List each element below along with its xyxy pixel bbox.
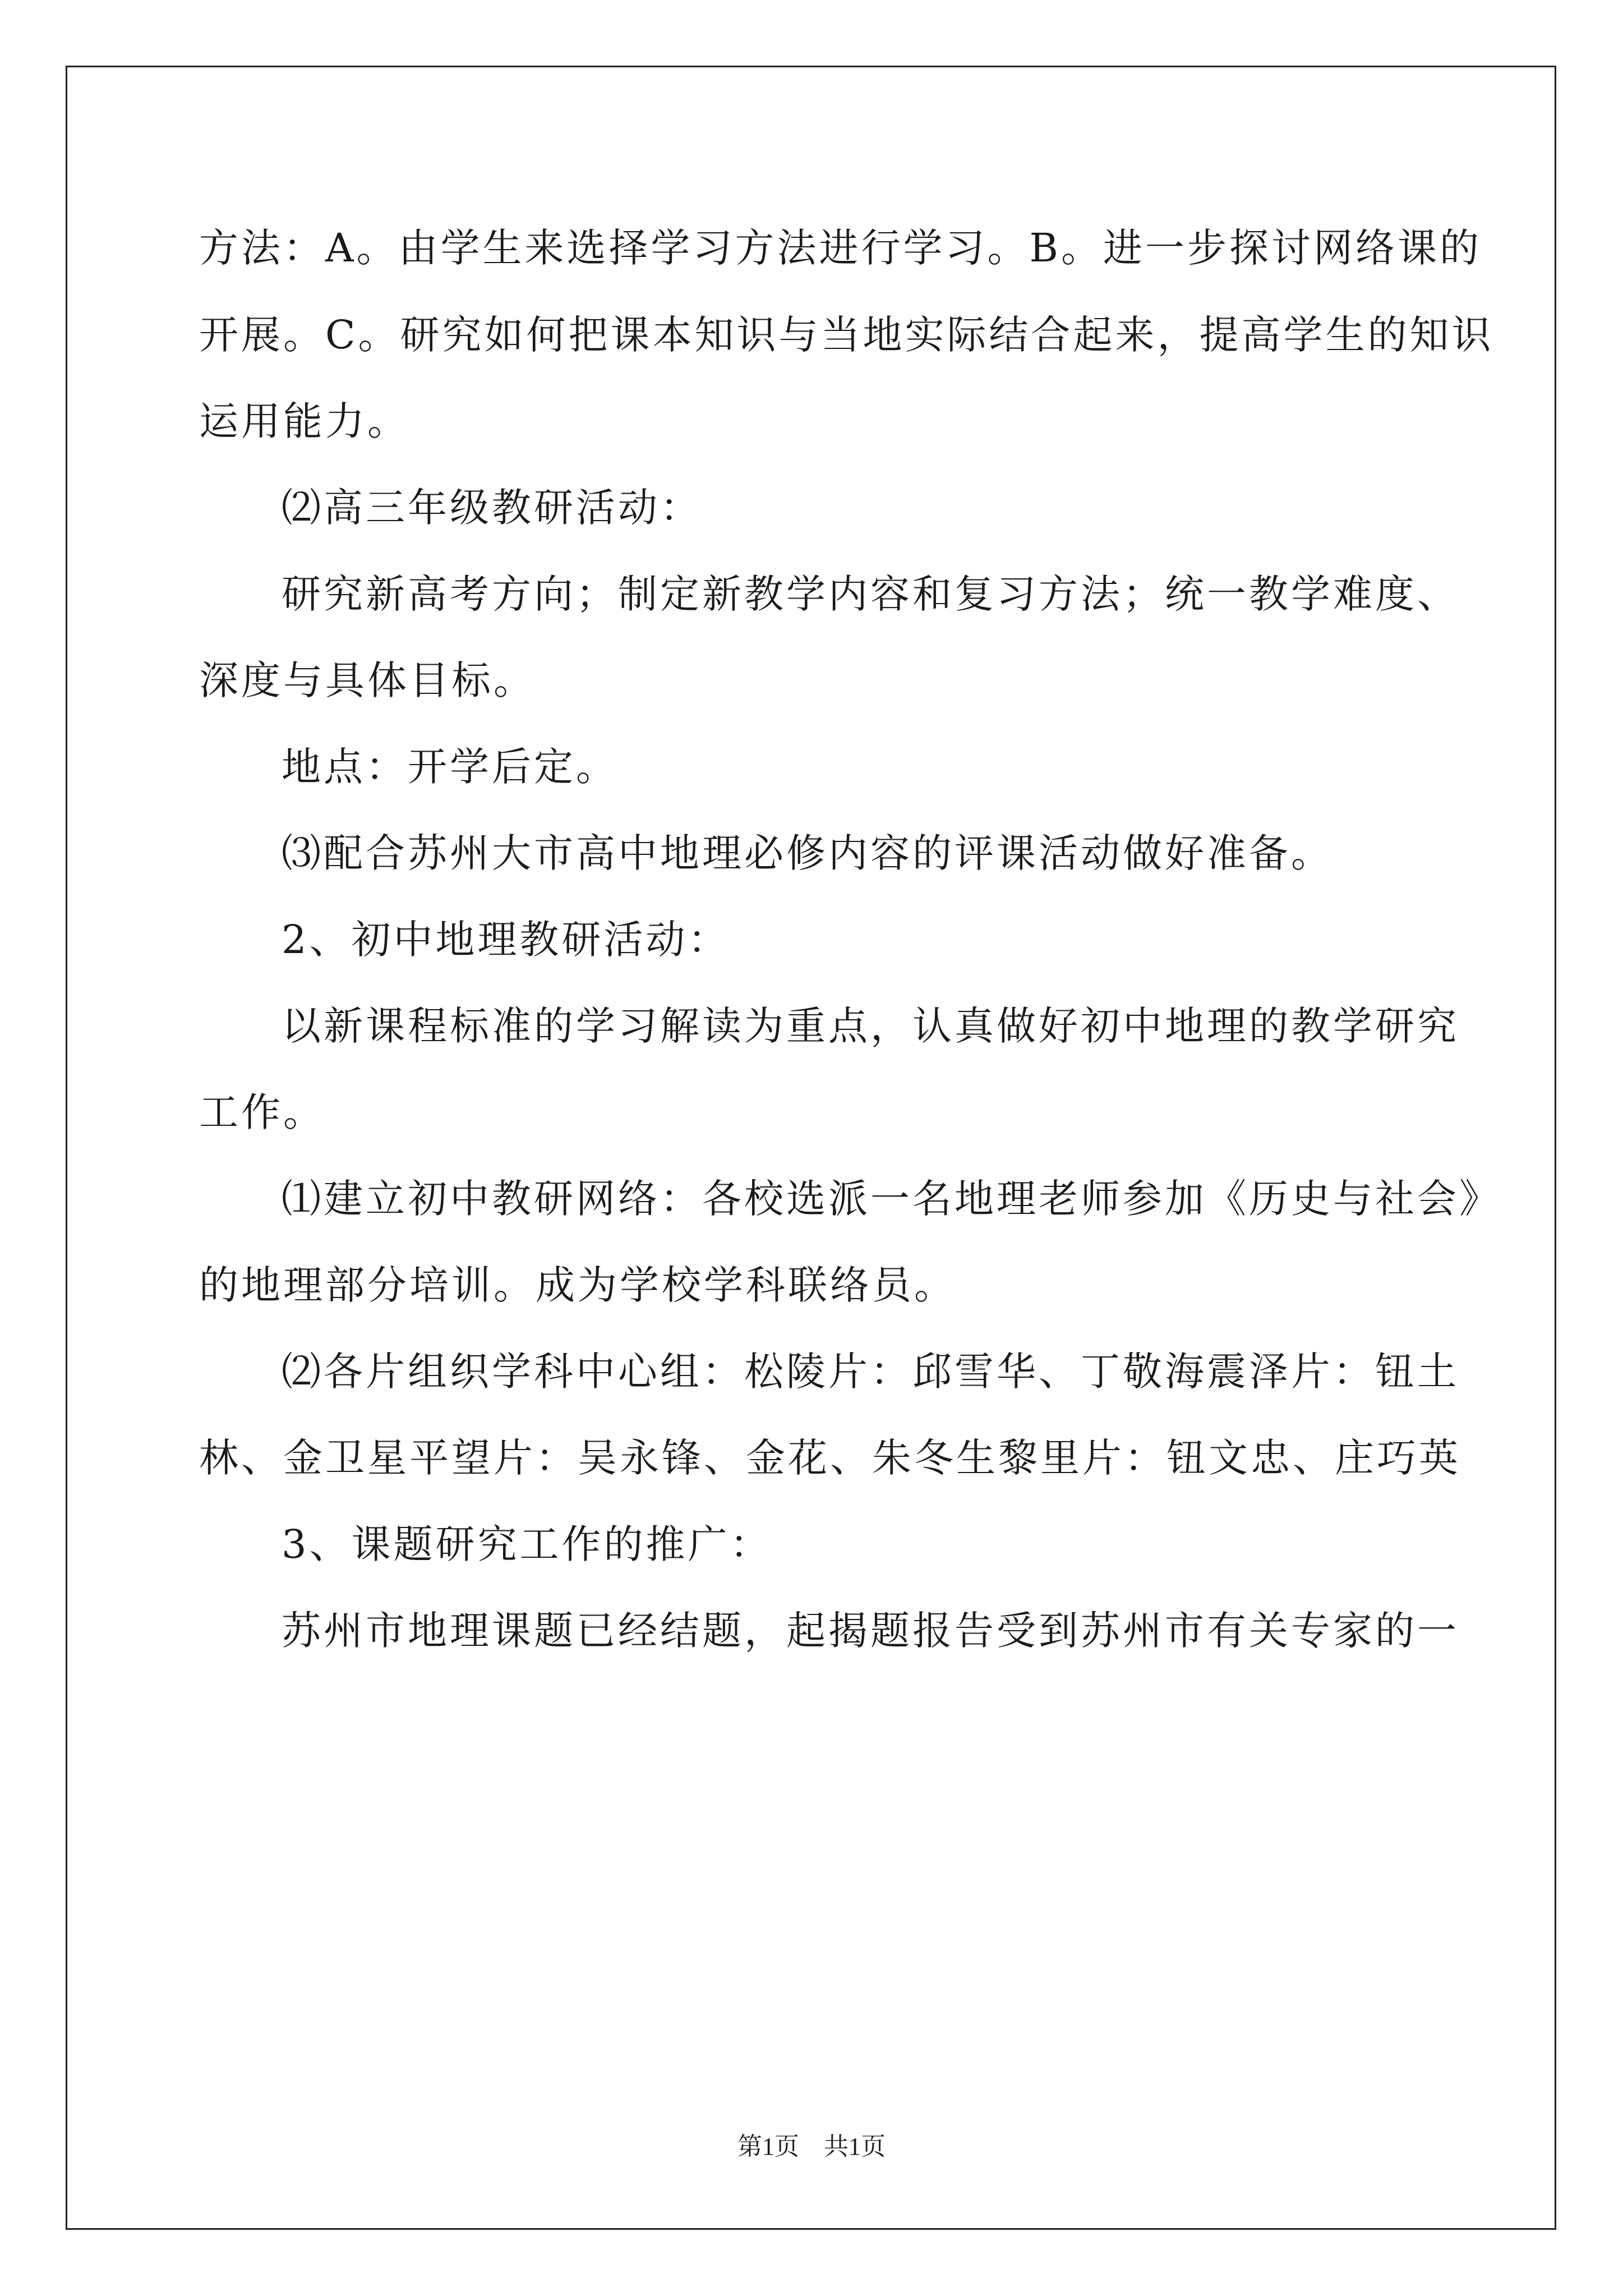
text-line: 方法：A。由学生来选择学习方法进行学习。B。进一步探讨网络课的	[199, 225, 1482, 271]
text-line: 的地理部分培训。成为学校学科联络员。	[199, 1262, 956, 1308]
section-heading: 3、课题研究工作的推广：	[282, 1521, 772, 1567]
section-heading: ⑵高三年级教研活动：	[282, 485, 702, 531]
section-heading: ⑴建立初中教研网络：各校选派一名地理老师参加《历史与社会》	[282, 1176, 1501, 1222]
page-border	[66, 66, 1556, 2230]
text-line: 地点：开学后定。	[282, 744, 618, 790]
section-heading: ⑶配合苏州大市高中地理必修内容的评课活动做好准备。	[282, 830, 1333, 876]
text-line: 林、金卫星平望片：吴永锋、金花、朱冬生黎里片：钮文忠、庄巧英	[199, 1435, 1461, 1481]
text-line: 运用能力。	[199, 398, 409, 444]
text-line: 工作。	[199, 1089, 325, 1135]
text-line: 苏州市地理课题已经结题，起揭题报告受到苏州市有关专家的一	[282, 1608, 1459, 1654]
section-heading: ⑵各片组织学科中心组：松陵片：邱雪华、丁敬海震泽片：钮土	[282, 1349, 1459, 1395]
page-number-footer: 第1页 共1页	[737, 2133, 886, 2160]
text-line: 开展。C。研究如何把课本知识与当地实际结合起来，提高学生的知识	[199, 312, 1494, 358]
text-line: 深度与具体目标。	[199, 657, 536, 703]
text-line: 以新课程标准的学习解读为重点，认真做好初中地理的教学研究	[282, 1003, 1459, 1049]
text-line: 研究新高考方向；制定新教学内容和复习方法；统一教学难度、	[282, 571, 1459, 617]
section-heading: 2、初中地理教研活动：	[282, 917, 730, 963]
